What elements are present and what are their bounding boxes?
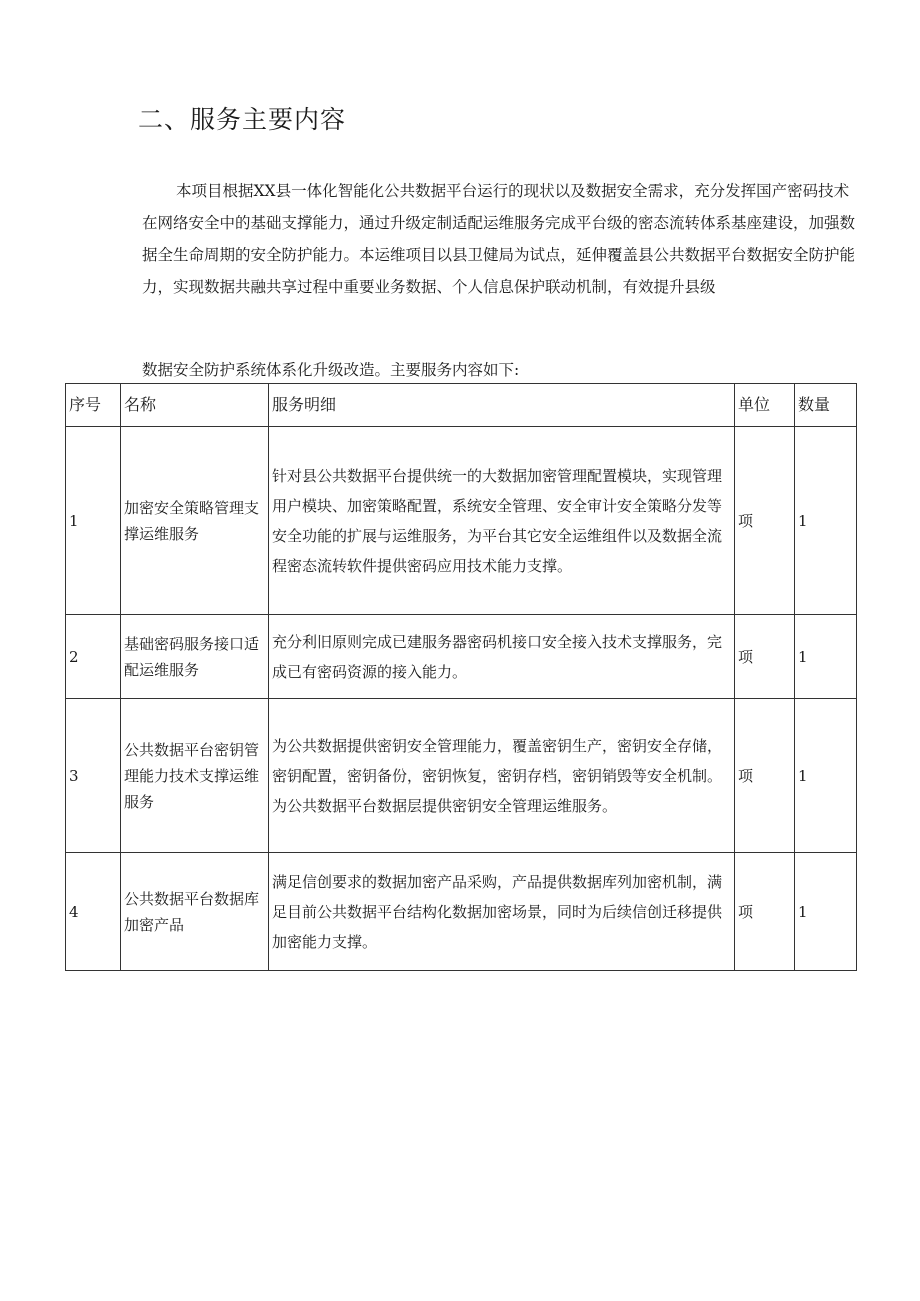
table-row [66, 699, 857, 853]
intro-paragraph: 本项目根据XX县一体化智能化公共数据平台运行的现状以及数据安全需求，充分发挥国产密码技术在网络安全中的基础支撑能力，通过升级定制适配运维服务完成平台级的密态流转体系基座建设，加强数据全生命周期的安全防护能力。本运维项目以县卫健局为试点，延伸覆盖县公共数据平台数据安全防护能力，实现数据共融共享过程中重要业务数据、个人信息保护联动机制，有效提升县级 [142, 182, 856, 296]
row-unit: 项 [735, 427, 795, 615]
row-detail: 针对县公共数据平台提供统一的大数据加密管理配置模块，实现管理用户模块、加密策略配置，系统安全管理、安全审计安全策略分发等安全功能的扩展与运维服务，为平台其它安全运维组件以及数据全流程密态流转软件提供密码应用技术能力支撑。 [269, 427, 735, 615]
row-index: 1 [66, 427, 121, 615]
row-qty: 1 [795, 427, 857, 615]
table-row [66, 615, 857, 699]
header-index: 序号 [66, 384, 121, 427]
table-header-row [66, 384, 857, 427]
row-unit: 项 [735, 615, 795, 699]
header-qty: 数量 [795, 384, 857, 427]
row-name: 公共数据平台密钥管理能力技术支撑运维服务 [121, 699, 269, 853]
table-row [66, 427, 857, 615]
row-index: 4 [66, 853, 121, 971]
row-qty: 1 [795, 699, 857, 853]
header-name: 名称 [121, 384, 269, 427]
row-name: 加密安全策略管理支撑运维服务 [121, 427, 269, 615]
row-name: 基础密码服务接口适配运维服务 [121, 615, 269, 699]
row-qty: 1 [795, 615, 857, 699]
section-heading: 二、服务主要内容 [138, 105, 347, 134]
intro-paragraph-tail: 数据安全防护系统体系化升级改造。主要服务内容如下: [142, 361, 520, 379]
row-detail: 充分利旧原则完成已建服务器密码机接口安全接入技术支撑服务，完成已有密码资源的接入能力。 [269, 615, 735, 699]
row-qty: 1 [795, 853, 857, 971]
service-table [65, 383, 857, 971]
header-unit: 单位 [735, 384, 795, 427]
row-detail: 满足信创要求的数据加密产品采购，产品提供数据库列加密机制，满足目前公共数据平台结构化数据加密场景，同时为后续信创迁移提供加密能力支撑。 [269, 853, 735, 971]
row-unit: 项 [735, 699, 795, 853]
header-detail: 服务明细 [269, 384, 735, 427]
row-name: 公共数据平台数据库加密产品 [121, 853, 269, 971]
row-detail: 为公共数据提供密钥安全管理能力，覆盖密钥生产，密钥安全存储，密钥配置，密钥备份，密钥恢复，密钥存档，密钥销毁等安全机制。为公共数据平台数据层提供密钥安全管理运维服务。 [269, 699, 735, 853]
row-index: 2 [66, 615, 121, 699]
row-index: 3 [66, 699, 121, 853]
table-row [66, 853, 857, 971]
row-unit: 项 [735, 853, 795, 971]
